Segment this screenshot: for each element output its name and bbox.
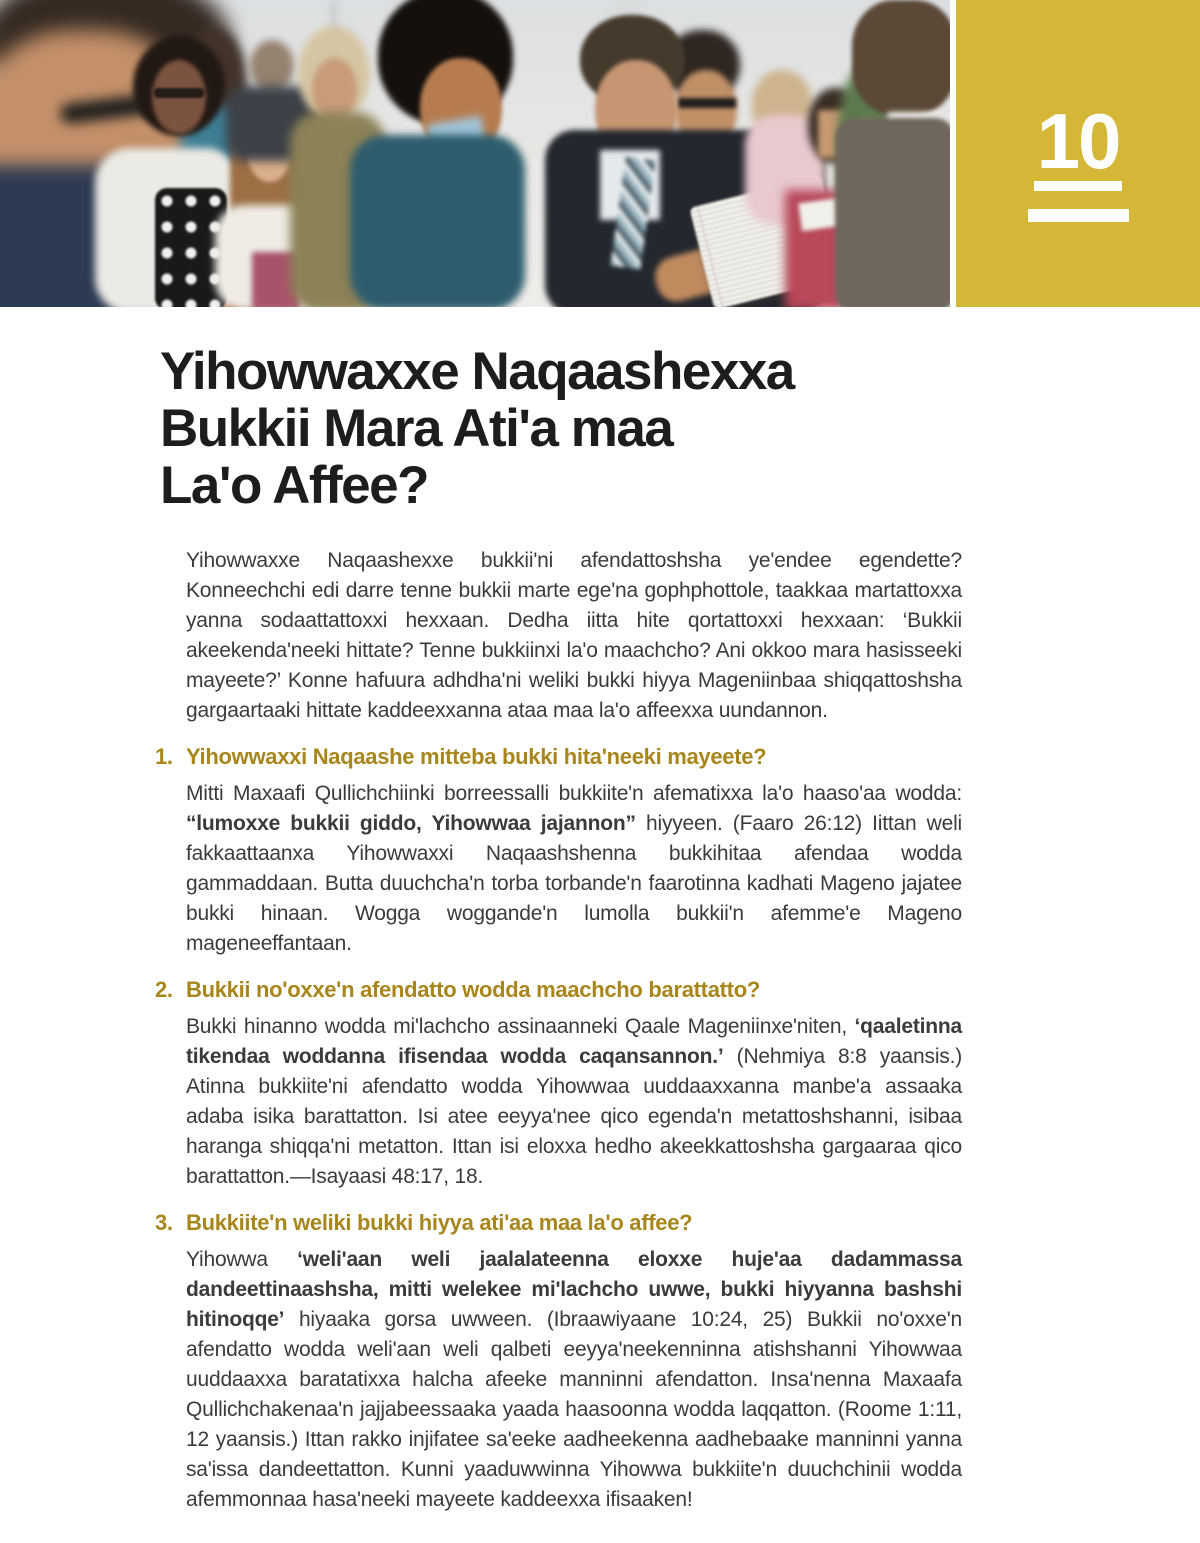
paragraph-text: hiyyeen. (Faaro 26:12) Iittan weli fakkaattaanxa Yihowwaxxi Naqaashshenna bukkihitaa afendaa wodda gammaddaan. Butta duuchcha'n torba torbande'n faarotinna kadhati Mageno jajatee bukki hinaan. Wogga woggande'n lumolla bukkii'n afemme'e Mageno mageneeffantaan. bbox=[186, 812, 962, 955]
question-section-1 bbox=[0, 744, 1200, 959]
photo-shape bbox=[835, 118, 950, 307]
photo-shape bbox=[312, 58, 357, 120]
page-header bbox=[0, 0, 1200, 307]
question-text: Yihowwaxxi Naqaashe mitteba bukki hita'neeki mayeete? bbox=[186, 744, 767, 769]
title-line: Bukkii Mara Ati'a maa bbox=[160, 399, 673, 458]
question-heading bbox=[155, 1210, 1200, 1236]
question-number: 1. bbox=[155, 744, 173, 769]
lesson-number-badge bbox=[956, 0, 1200, 307]
answer-paragraph bbox=[186, 779, 962, 959]
title-line: Yihowwaxxe Naqaashexxa bbox=[160, 342, 794, 401]
photo-shape bbox=[250, 40, 294, 92]
answer-paragraph bbox=[186, 1012, 962, 1192]
paragraph-text: Mitti Maxaafi Qullichchiinki borreessalli bukkiite'n afematixxa la'o haaso'aa wodda: bbox=[186, 782, 962, 805]
question-number: 2. bbox=[155, 977, 173, 1002]
lesson-number: 10 bbox=[1034, 102, 1123, 191]
photo-shape bbox=[852, 0, 950, 115]
article-title bbox=[160, 343, 1200, 514]
paragraph-text: (Nehmiya 8:8 yaansis.) Atinna bukkiite'ni afendatto wodda Yihowwaa uuddaaxxanna manbe'a assaaka adaba isika barattatton. Isi atee eeyya'nee qico egenda'n metattoshshanni, isibaa haranga shiqqa'ni metatton. Ittan isi eloxxa hedho akeekkattoshsha gargaaraa qico barattatton.—Isayaasi 48:17, 18. bbox=[186, 1045, 963, 1188]
answer-paragraph bbox=[186, 1245, 962, 1515]
question-text: Bukkii no'oxxe'n afendatto wodda maachcho barattatto? bbox=[186, 977, 760, 1002]
question-heading bbox=[155, 744, 1200, 770]
question-section-2 bbox=[0, 977, 1200, 1192]
question-number: 3. bbox=[155, 1210, 173, 1235]
question-heading bbox=[155, 977, 1200, 1003]
question-text: Bukkiite'n weliki bukki hiyya ati'aa maa la'o affee? bbox=[186, 1210, 693, 1235]
paragraph-text: Bukki hinanno wodda mi'lachcho assinaanneki Qaale Mageniinxe'niten, bbox=[186, 1015, 855, 1038]
lesson-underline-bar bbox=[1028, 209, 1129, 222]
paragraph-text: Yihowwa bbox=[186, 1248, 298, 1271]
glasses-shape bbox=[678, 98, 736, 108]
question-section-3 bbox=[0, 1210, 1200, 1515]
paragraph-text: hiyaaka gorsa uwween. (Ibraawiyaane 10:24, 25) Bukkii no'oxxe'n afendatto wodda weli'aan weli qalbeti eeyya'neekenninna atishshanni Yihowwaa uuddaaxxa baratatixxa halcha afeeke manninni afendatton. Insa'nenna Maxaafa Qullichchakenaa'n jajjabeessaaka yaada haasoonna wodda laqqatton. (Roome 1:11, 12 yaansis.) Ittan rakko injifatee sa'eeke aadheekenna aadhebaake manninni yanna sa'issa dandeettatton. Kunni yaaduwwinna Yihowwa bukkiite'n duuchchinii wodda afemmonnaa hasa'neeki mayeete kaddeexxa ifisaaken! bbox=[186, 1308, 962, 1511]
intro-paragraph: Yihowwaxxe Naqaashexxe bukkii'ni afendattoshsha ye'endee egendette? Konneechchi edi darre tenne bukkii marte ege'na gophphottole, taakkaa martattoxxa yanna sodaattattoxxi hexxaan. Dedha iitta hite qortattoxxi hexxaan: ‘Bukkii akeekenda'neeki hittate? Tenne bukkiinxi la'o maachcho? Ani okkoo mara hasisseeki mayeete?’ Konne hafuura adhdha'ni weliki bukki hiyya Mageniinbaa shiqqattoshsha gargaartaaki hittate kaddeexxanna ataa maa la'o affeexxa uundannon. bbox=[186, 549, 962, 722]
bold-quote-text: ‘weli'aan weli jaalalateenna eloxxe huje'aa dadammassa dandeettinaashsha, mitti welekee mi'lachcho uwwe, bukki hiyyanna bashshi hitinoqqe’ bbox=[186, 1248, 962, 1331]
congregation-photo bbox=[0, 0, 950, 307]
bold-quote-text: ‘qaaletinna tikendaa woddanna ifisendaa wodda caqansannon.’ bbox=[186, 1015, 962, 1068]
article-content bbox=[0, 307, 1200, 1515]
photo-shape bbox=[350, 135, 525, 307]
title-line: La'o Affee? bbox=[160, 456, 428, 515]
bold-quote-text: “lumoxxe bukkii giddo, Yihowwaa jajannon” bbox=[186, 812, 636, 835]
glasses-shape bbox=[154, 88, 204, 98]
